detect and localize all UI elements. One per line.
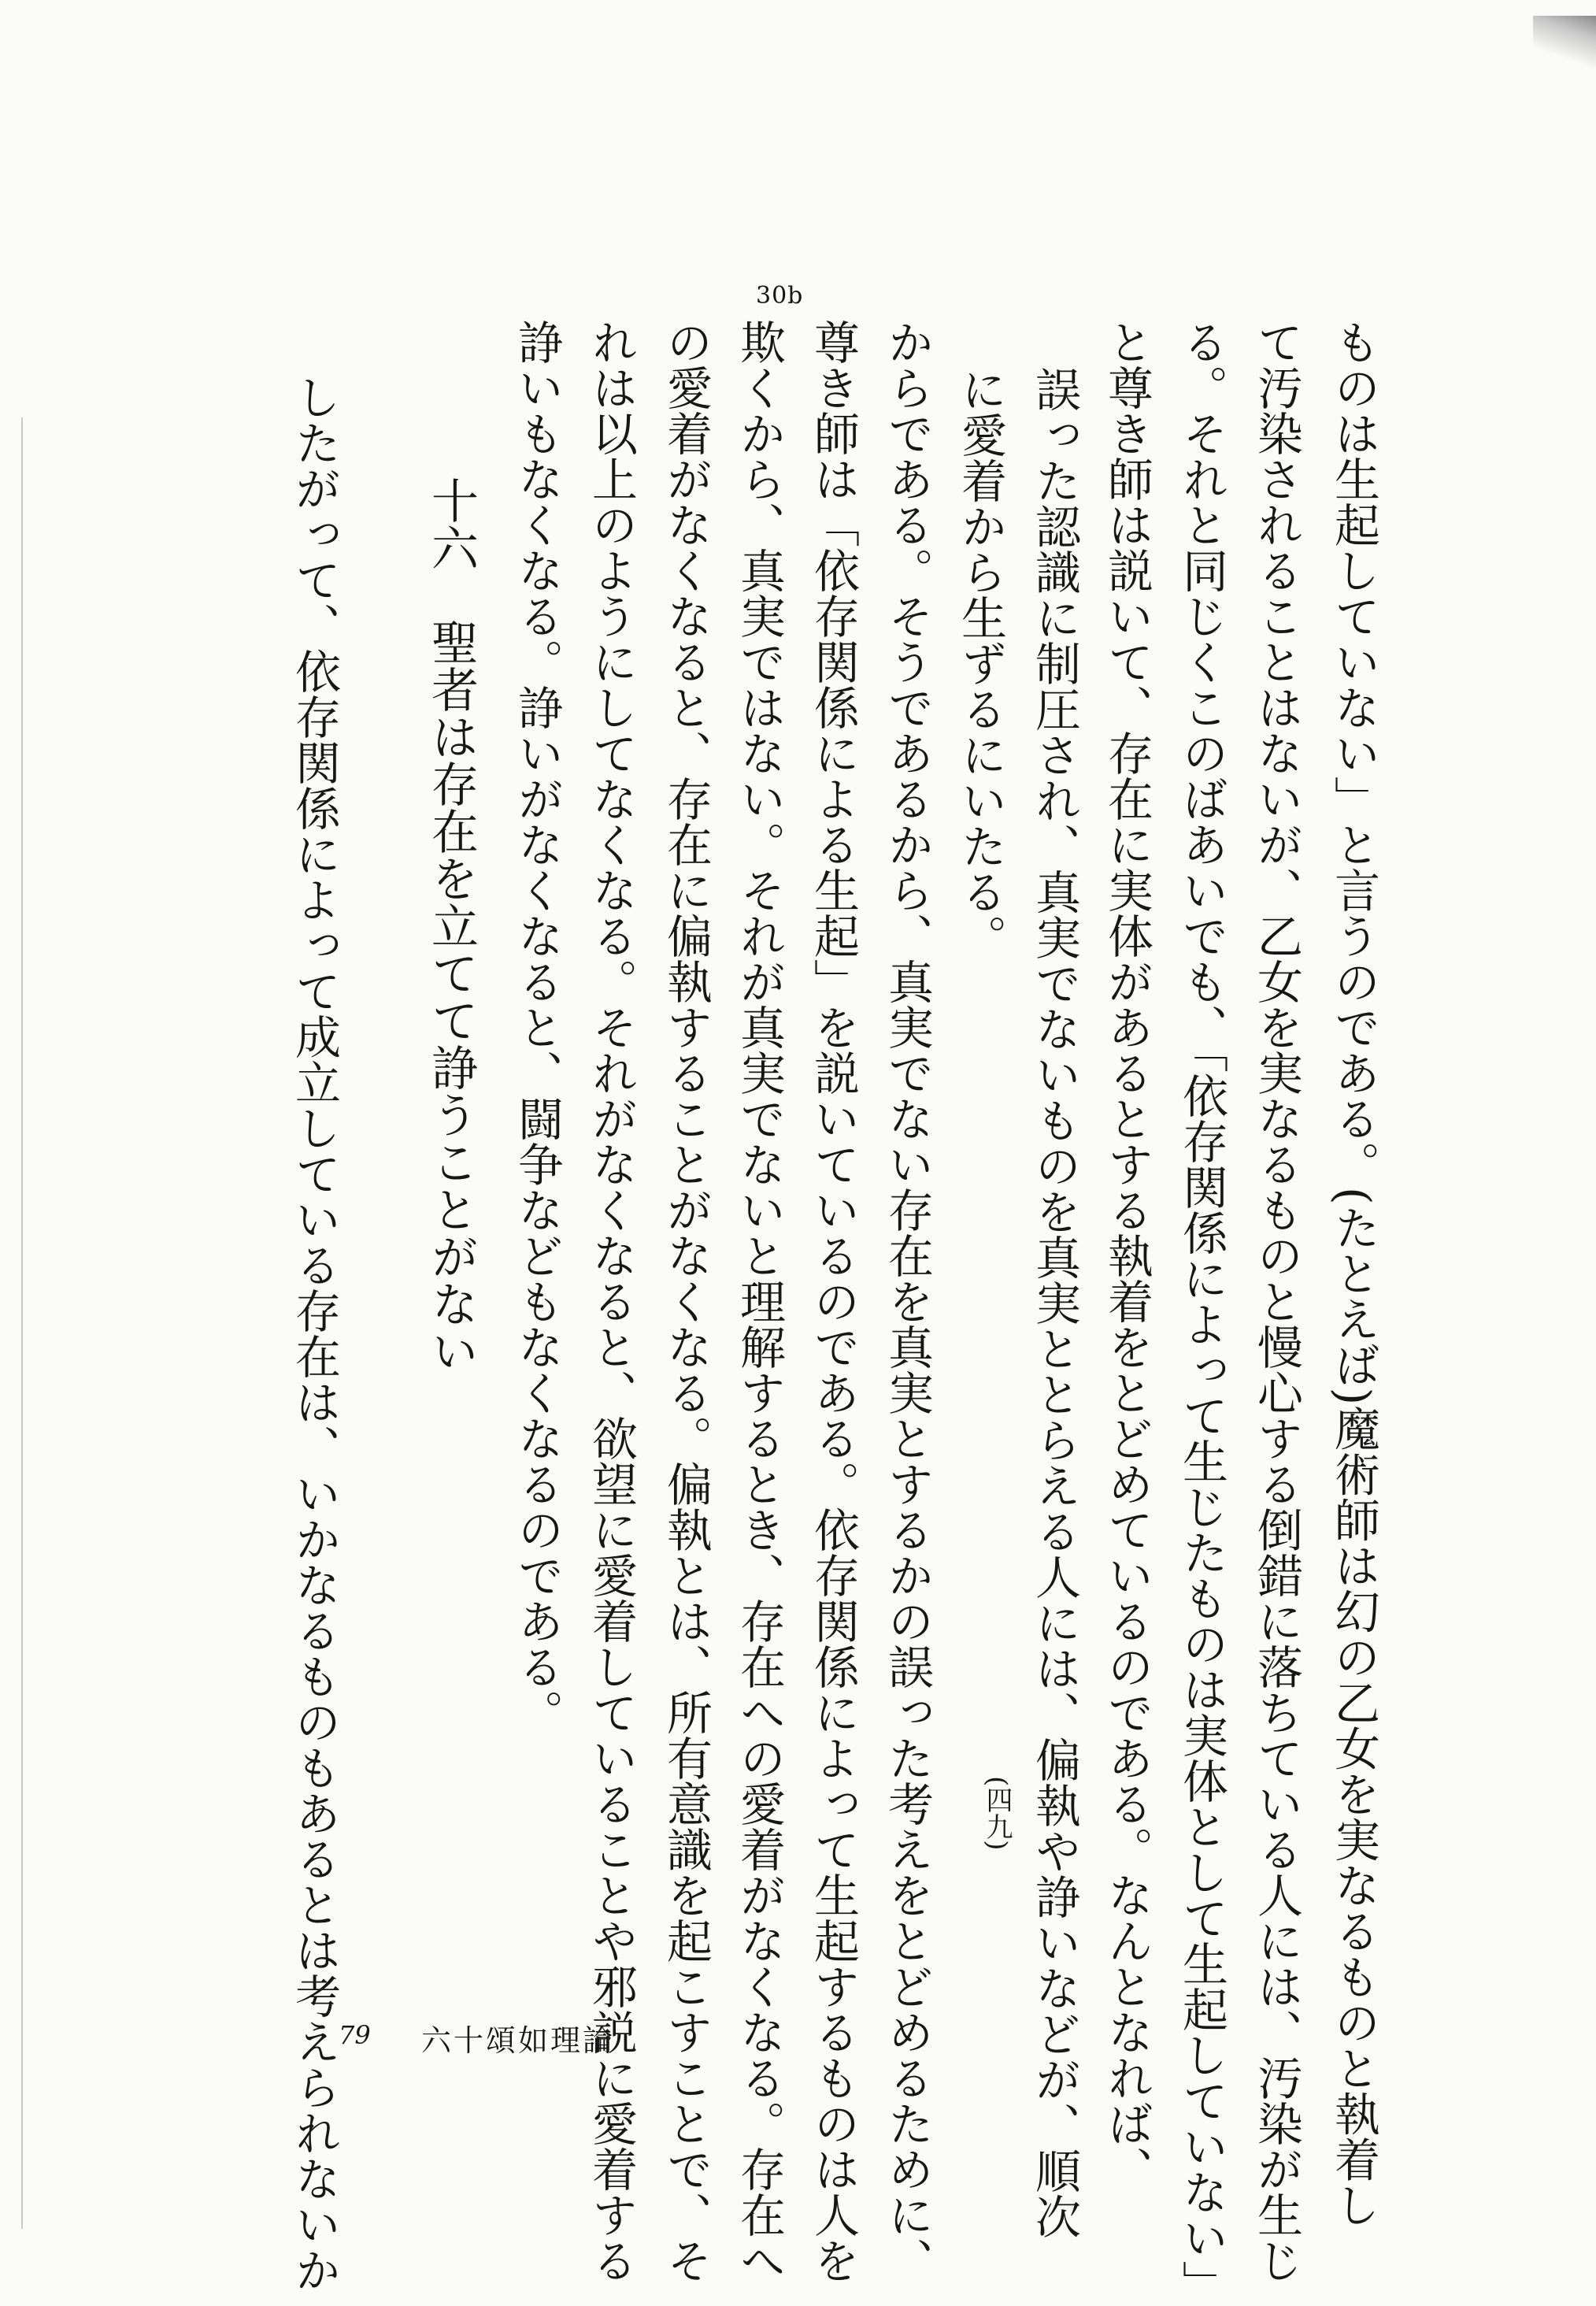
- text-column-7: からである。そうであるから、真実でない存在を真実とするかの誤った考えをとどめるために、: [880, 319, 934, 2283]
- text-column-8: 尊き師は「依存関係による生起」を説いているのである。依存関係によって生起するものは人を: [806, 319, 860, 2283]
- text-column-3: る。それと同じくこのばあいでも、「依存関係によって生じたものは実体として生起していない」: [1175, 319, 1228, 2306]
- text-column-11: れは以上のようにしてなくなる。それがなくなると、欲望に愛着していることや邪説に愛着する: [584, 319, 638, 2283]
- text-column-6: に愛着から生ずるにいたる。: [954, 366, 1007, 960]
- section-marker: 30b: [756, 282, 804, 310]
- verse-number: (四九): [981, 1776, 1013, 1851]
- text-column-9: 欺くから、真実ではない。それが真実でないと理解するとき、存在への愛着がなくなる。存在へ: [732, 319, 786, 2283]
- text-column-5: 誤った認識に制圧され、真実でないものを真実ととらえる人には、偏執や諍いなどが、順次: [1028, 366, 1081, 2239]
- text-column-4: と尊き師は説いて、存在に実体があるとする執着をとどめているのである。なんとなれば、: [1100, 319, 1153, 2192]
- text-column-10: の愛着がなくなると、存在に偏執することがなくなる。偏執とは、所有意識を起こすことで、そ: [659, 319, 713, 2283]
- text-column-1: ものは生起していない」と言うのである。(たとえば)魔術師は幻の乙女を実なるものと執着し: [1327, 319, 1380, 2228]
- text-column-2: て汚染されることはないが、乙女を実なるものと慢心する倒錯に落ちている人には、汚染が生じ: [1250, 319, 1303, 2283]
- scan-margin-line: [21, 417, 23, 2229]
- section-heading: 十六 聖者は存在を立てて諍うことがない: [424, 476, 479, 1374]
- text-column-12: 諍いもなくなる。諍いがなくなると、闘争などもなくなるのである。: [510, 319, 564, 1735]
- text-column-13: したがって、依存関係によって成立している存在は、いかなるものもあるとは考えられないか: [287, 374, 341, 2293]
- scan-shadow: [1533, 16, 1596, 71]
- book-title: 六十頌如理論: [421, 2023, 616, 2058]
- page-number: 79: [339, 2020, 371, 2050]
